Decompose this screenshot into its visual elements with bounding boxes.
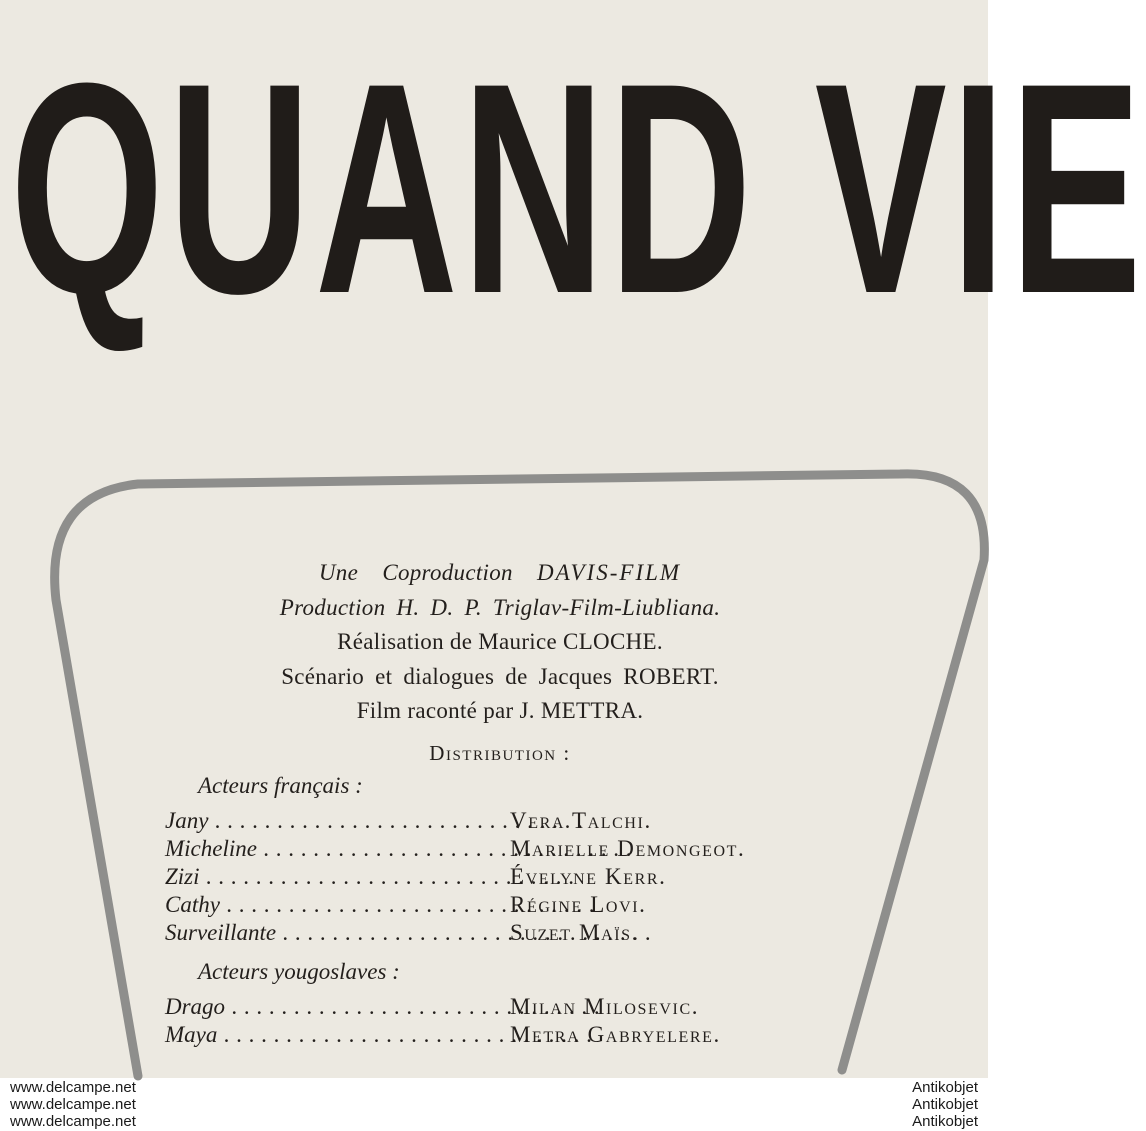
cast-actor: Marielle Demongeot. <box>510 835 746 861</box>
cast-role: Drago . . . <box>165 993 473 1021</box>
production-line <box>150 591 850 626</box>
cast-actor: Vera Talchi. <box>510 807 652 833</box>
cast-row <box>150 807 850 835</box>
cast-row <box>150 1021 850 1049</box>
cast-actor: Metra Gabryelere. <box>510 1021 721 1047</box>
watermark-seller: Antikobjet <box>912 1113 978 1130</box>
screenplay-line: Scénario et dialogues de Jacques ROBERT. <box>281 663 719 689</box>
yugoslav-cast-list <box>150 993 850 1049</box>
watermark-seller: Antikobjet <box>912 1079 978 1096</box>
watermark-url: www.delcampe.net <box>10 1113 136 1130</box>
narration-line: Film raconté par J. METTRA. <box>356 698 644 723</box>
cast-role: Micheline . . . <box>165 835 473 863</box>
cast-row <box>150 863 850 891</box>
cast-row <box>150 891 850 919</box>
headline-title: QUAND VIE <box>10 20 1146 356</box>
cast-role: Jany . . . <box>165 807 473 835</box>
coproduction-word: Coproduction <box>382 560 513 585</box>
french-cast-list <box>150 807 850 947</box>
cast-row <box>150 919 850 947</box>
cast-role: Maya . . . <box>165 1021 473 1049</box>
watermark-seller: Antikobjet <box>912 1096 978 1113</box>
distribution-heading-text: Distribution : <box>429 740 571 765</box>
watermark-right <box>912 1079 978 1130</box>
cast-role: Surveillante . . . <box>165 919 473 947</box>
cast-row <box>150 993 850 1021</box>
watermark-left <box>10 1079 136 1130</box>
distribution-heading <box>150 738 850 768</box>
watermark-url: www.delcampe.net <box>10 1079 136 1096</box>
french-cast-heading: Acteurs français : <box>198 772 363 798</box>
credits-block <box>150 556 850 1049</box>
yugoslav-cast-heading: Acteurs yougoslaves : <box>198 958 400 984</box>
coproduction-line <box>150 556 850 591</box>
cast-actor: Suzet Maïs. <box>510 919 639 945</box>
coproduction-company: DAVIS-FILM <box>537 560 682 585</box>
cast-actor: Régine Lovi. <box>510 891 647 917</box>
watermark-url: www.delcampe.net <box>10 1096 136 1113</box>
director-line: Réalisation de Maurice CLOCHE. <box>337 629 663 654</box>
cast-role: Cathy . . . <box>165 891 473 919</box>
cast-role: Zizi . . . <box>165 863 473 891</box>
cast-actor: Milan Milosevic. <box>510 993 700 1019</box>
cast-row <box>150 835 850 863</box>
cast-actor: Évelyne Kerr. <box>510 863 667 889</box>
coproduction-une: Une <box>318 560 359 585</box>
production-text: Production H. D. P. Triglav-Film-Liubliana. <box>279 594 721 620</box>
